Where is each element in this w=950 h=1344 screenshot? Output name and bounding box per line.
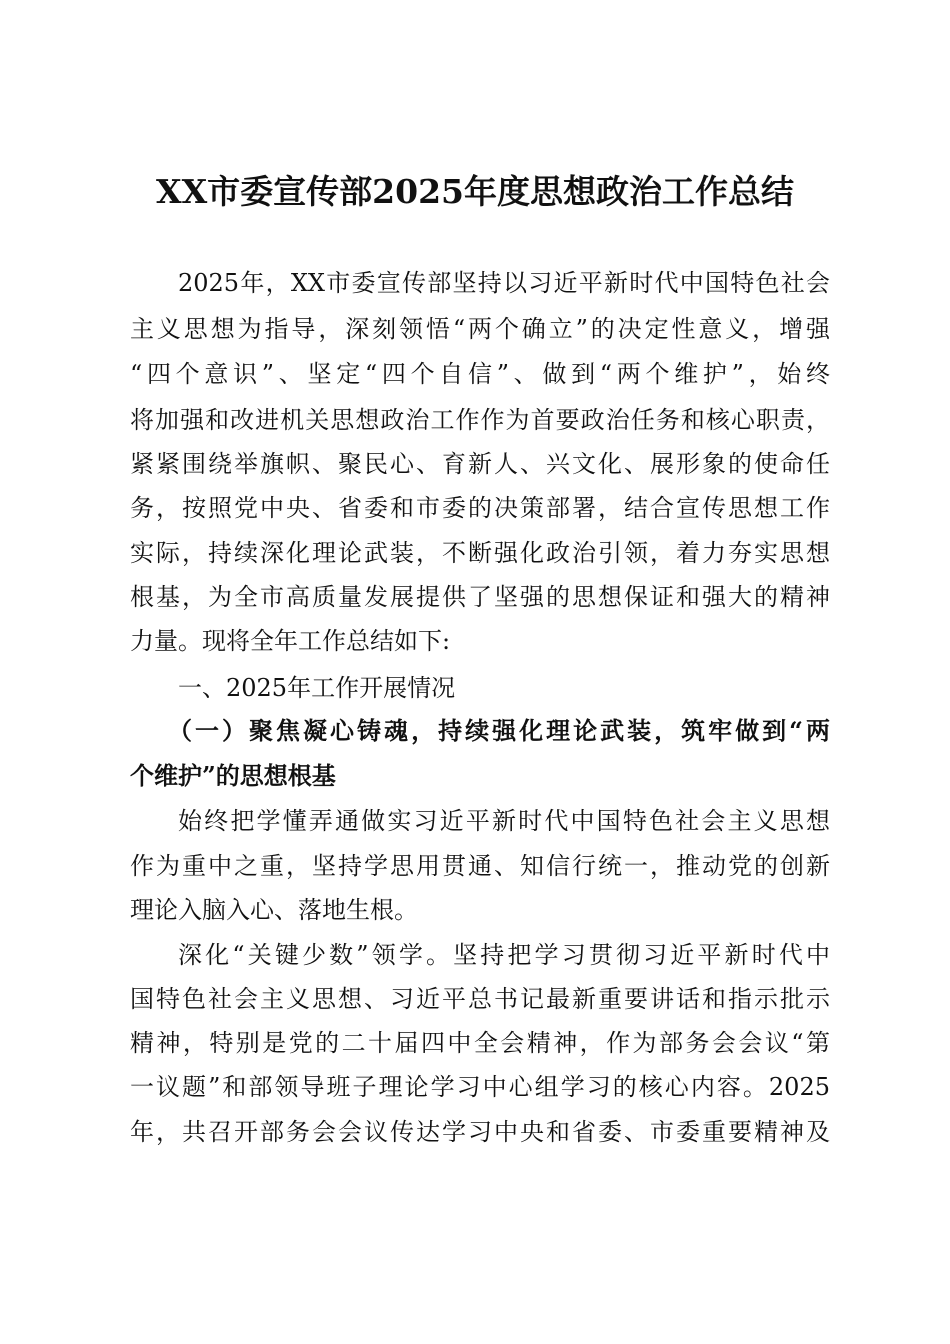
text-line: 深化“关键少数”领学。坚持把学习贯彻习近平新时代中 bbox=[178, 941, 830, 969]
text-line: 国特色社会主义思想、习近平总书记最新重要讲话和指示批示 bbox=[130, 985, 830, 1013]
text-line: 精神，特别是党的二十届四中全会精神，作为部务会会议“第 bbox=[130, 1029, 830, 1057]
text-line: （一）聚焦凝心铸魂，持续强化理论武装，筑牢做到“两 bbox=[168, 716, 830, 745]
document-title: XX市委宣传部2025年度思想政治工作总结 bbox=[155, 172, 795, 211]
text-line: 实际，持续深化理论武装，不断强化政治引领，着力夯实思想 bbox=[130, 539, 830, 567]
text-line: 务，按照党中央、省委和市委的决策部署，结合宣传思想工作 bbox=[130, 494, 830, 522]
text-line: 个维护”的思想根基 bbox=[130, 761, 336, 790]
text-line: 年，共召开部务会会议传达学习中央和省委、市委重要精神及 bbox=[130, 1118, 830, 1146]
text-line: “四个意识”、坚定“四个自信”、做到“两个维护”，始终 bbox=[130, 360, 830, 388]
text-line: 一议题”和部领导班子理论学习中心组学习的核心内容。2025 bbox=[130, 1073, 830, 1101]
text-line: 紧紧围绕举旗帜、聚民心、育新人、兴文化、展形象的使命任 bbox=[130, 450, 830, 478]
text-line: 作为重中之重，坚持学思用贯通、知信行统一，推动党的创新 bbox=[130, 852, 830, 880]
text-line: 始终把学懂弄通做实习近平新时代中国特色社会主义思想 bbox=[178, 807, 830, 835]
section-heading: 一、2025年工作开展情况 bbox=[178, 674, 456, 702]
text-line: 将加强和改进机关思想政治工作作为首要政治任务和核心职责， bbox=[130, 406, 830, 434]
text-line: 理论入脑入心、落地生根。 bbox=[130, 896, 418, 924]
text-line: 根基，为全市高质量发展提供了坚强的思想保证和强大的精神 bbox=[130, 583, 830, 611]
text-line: 主义思想为指导，深刻领悟“两个确立”的决定性意义，增强 bbox=[130, 315, 830, 343]
text-line: 力量。现将全年工作总结如下: bbox=[130, 627, 451, 655]
text-line: 2025年，XX市委宣传部坚持以习近平新时代中国特色社会 bbox=[178, 269, 830, 297]
